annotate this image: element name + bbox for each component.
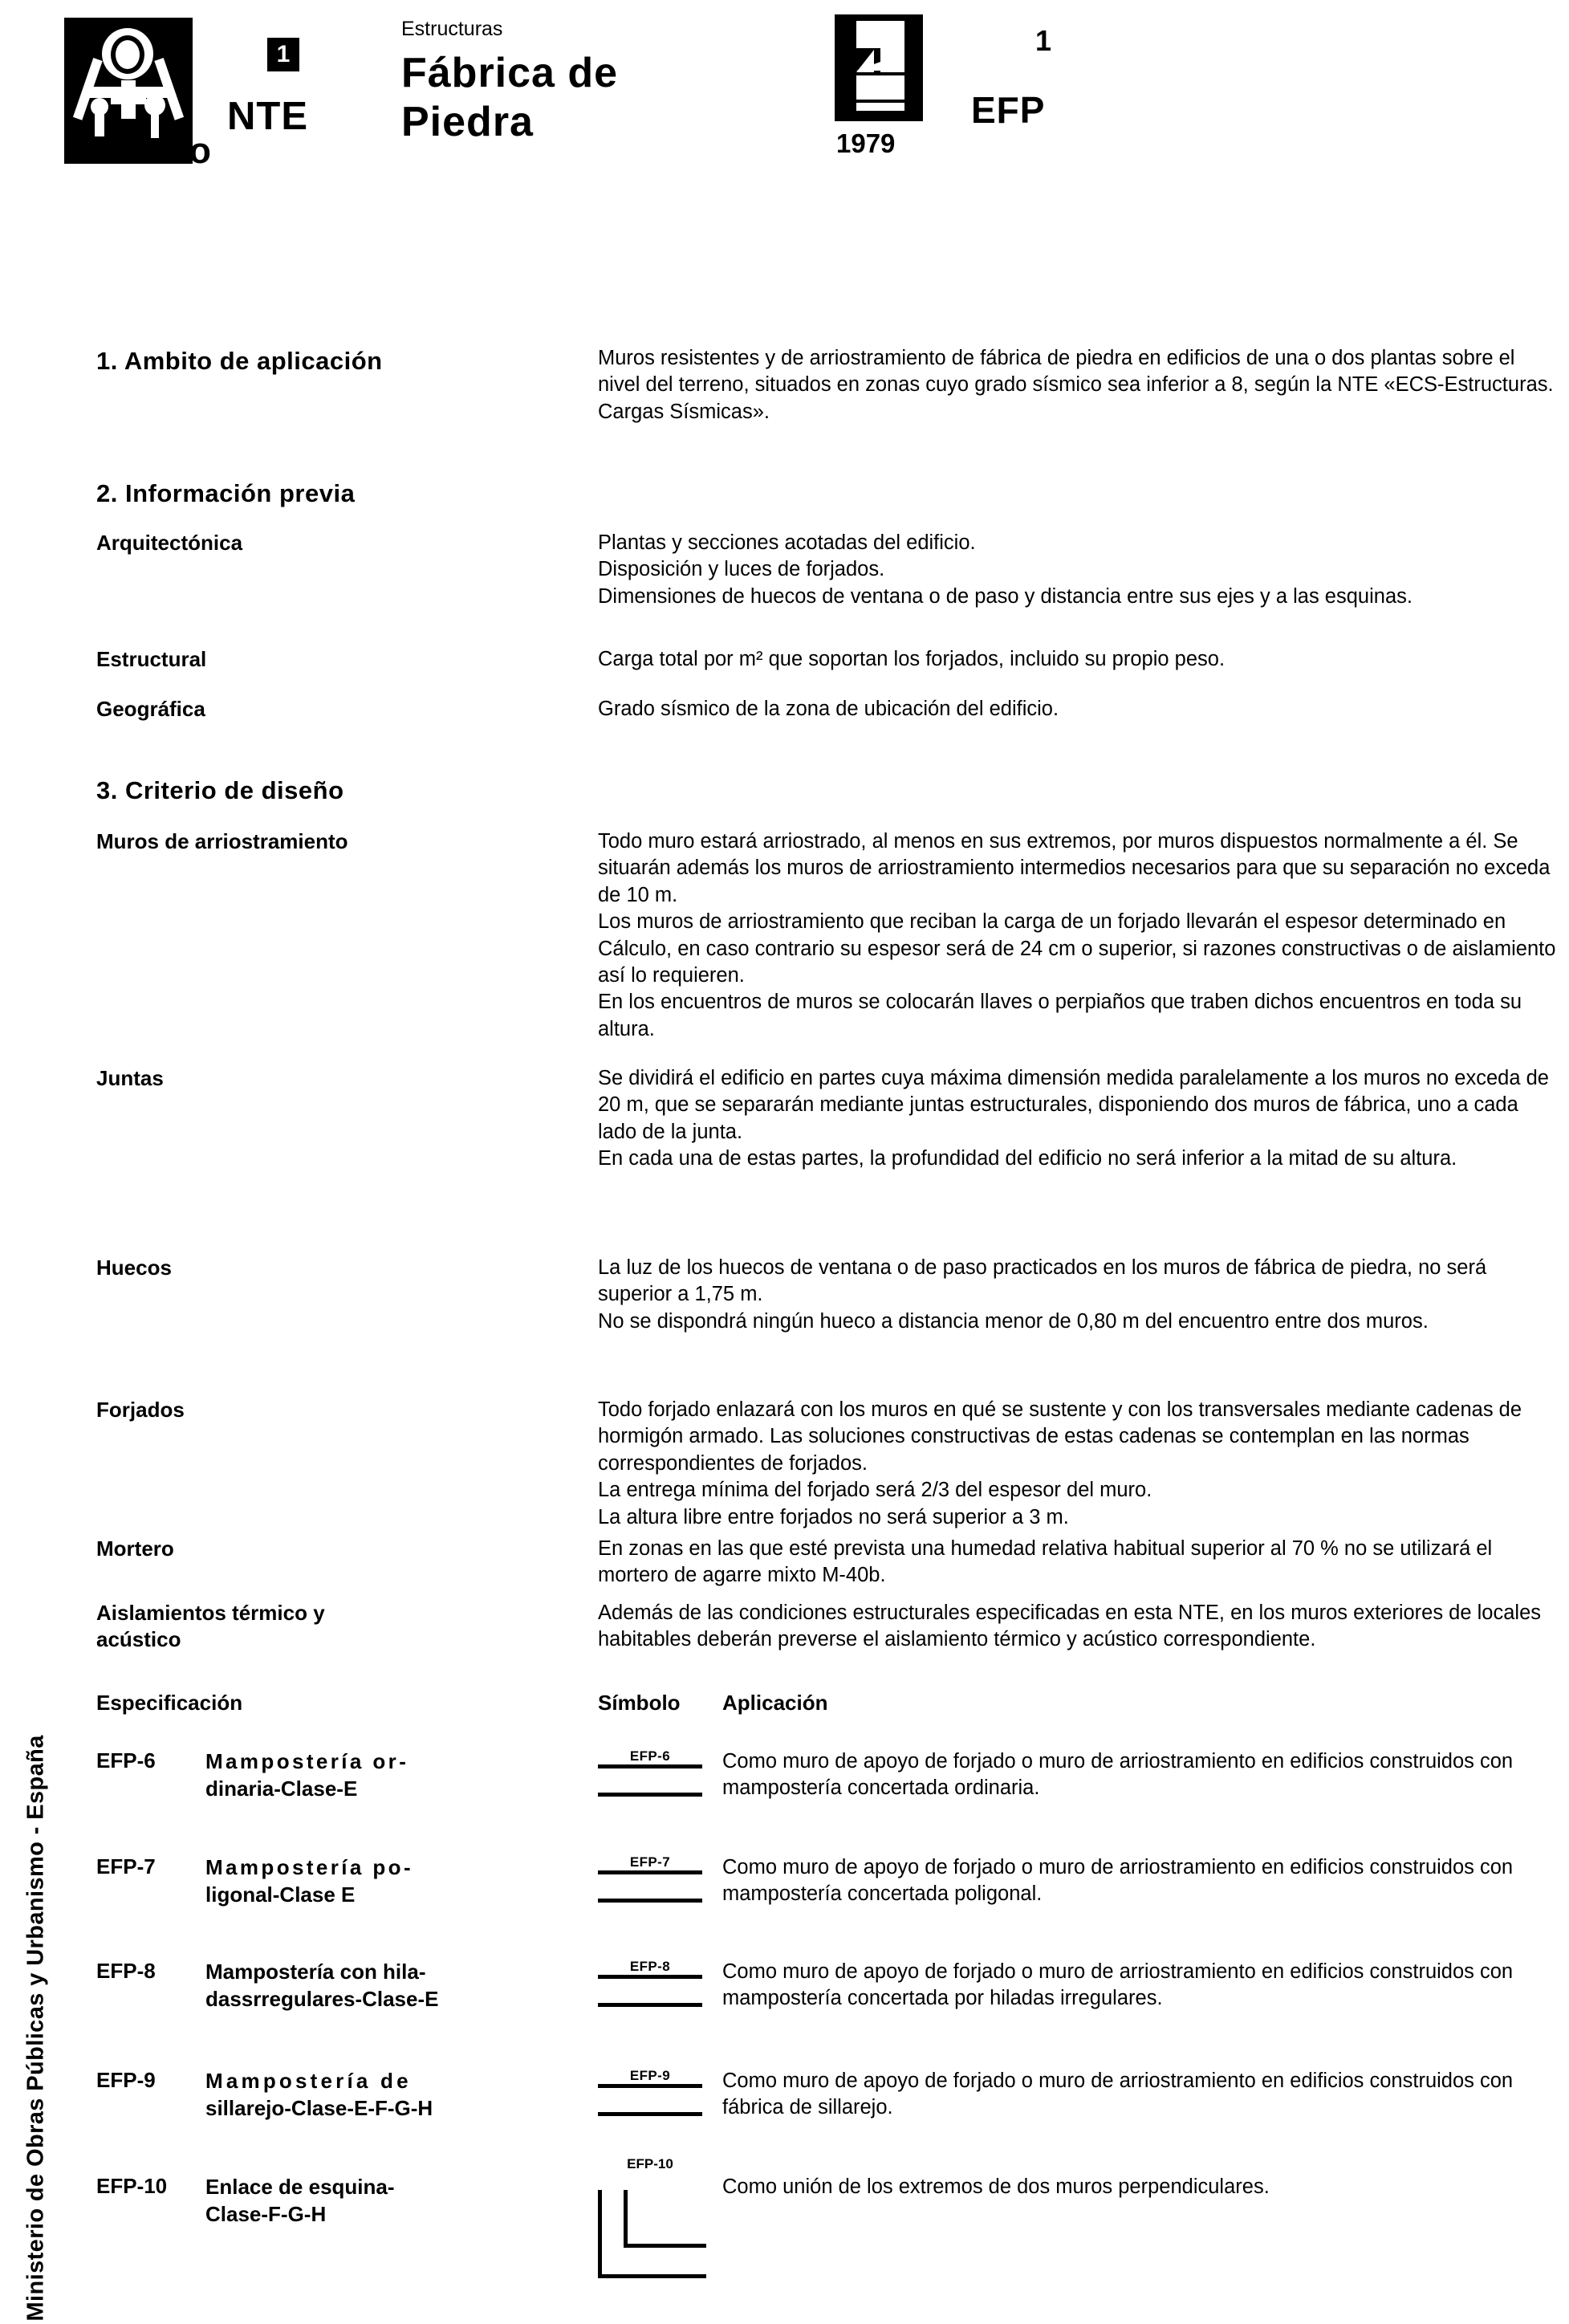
symbol-label: EFP-9	[629, 2068, 671, 2083]
symbol-label: EFP-6	[629, 1748, 671, 1764]
label-aislamientos	[96, 1600, 578, 1654]
nte-wordmark: NTE	[227, 95, 308, 138]
label-forjados: Forjados	[96, 1398, 185, 1422]
spec-application: Como unión de los extremos de dos muros perpendiculares.	[722, 2175, 1270, 2198]
text-forjados	[598, 1397, 1557, 1531]
spec-symbol-two-lines-icon	[598, 1854, 718, 1903]
muros-paragraph-1: Todo muro estará arriostrado, al menos en sus extremos, por muros dispuestos normalmente a él. Se situarán además los muros de arriostramiento intermedios necesarios para que su separación no exceda de 10 m.	[598, 830, 1551, 906]
spec-application: Como muro de apoyo de forjado o muro de arriostramiento en edificios construidos con mampostería concertada poligonal.	[722, 1856, 1514, 1906]
efp-identity-block	[835, 14, 1557, 199]
label-juntas: Juntas	[96, 1066, 164, 1090]
spec-name-line-1: Enlace de esquina-	[205, 2175, 395, 2199]
title-block	[401, 18, 819, 147]
symbol-label: EFP-7	[629, 1854, 671, 1870]
col-header-simbolo: Símbolo	[598, 1691, 681, 1715]
document-title	[401, 49, 819, 147]
spec-name-line-2: Clase-F-G-H	[205, 2201, 327, 2226]
text-geografica	[598, 696, 1557, 722]
corner-outer-horizontal	[598, 2274, 706, 2278]
document-title-line-1: Fábrica de	[401, 50, 619, 96]
spec-application: Como muro de apoyo de forjado o muro de arriostramiento en edificios construidos con fábrica de sillarejo.	[722, 2070, 1514, 2119]
corner-inner-horizontal	[624, 2244, 706, 2248]
symbol-line-bottom	[598, 1899, 702, 1903]
text-muros-arriostramiento	[598, 828, 1557, 1043]
norm-year: 1979	[836, 128, 896, 158]
spec-name-line-1: Mampostería or-	[205, 1749, 409, 1773]
symbol-line-bottom	[598, 1793, 702, 1797]
forjados-paragraph-1: Todo forjado enlazará con los muros en qué se sustente y con los transversales mediante cadenas de hormigón armado. Las soluciones constructivas de estas cadenas se contemplan en las normas correspondientes de forjados.	[598, 1398, 1522, 1475]
forjados-paragraph-3: La altura libre entre forjados no será superior a 3 m.	[598, 1505, 1069, 1528]
page-header	[0, 0, 1569, 297]
spec-name-line-2: sillarejo-Clase-E-F-G-H	[205, 2095, 433, 2120]
symbol-line-top	[598, 1764, 702, 1768]
symbol-line-bottom	[598, 2112, 702, 2116]
text-huecos	[598, 1255, 1557, 1335]
spec-name-line-2: dinaria-Clase-E	[205, 1776, 358, 1801]
spec-name	[205, 1854, 470, 1909]
juntas-paragraph-1: Se dividirá el edificio en partes cuya máxima dimensión medida paralelamente a los muros no exceda de 20 m, que se separarán mediante juntas estructurales, disponiendo dos muros de fábrica, uno a cada lado de la junta.	[598, 1067, 1549, 1143]
spec-name-line-1: Mampostería po-	[205, 1855, 414, 1879]
forjados-paragraph-2: La entrega mínima del forjado será 2/3 del espesor del muro.	[598, 1479, 1152, 1502]
aislamientos-paragraph: Además de las condiciones estructurales especificadas en esta NTE, en los muros exteriores de locales habitables deberán preverse el aislamiento térmico y acústico correspondiente.	[598, 1602, 1542, 1651]
spec-symbol-corner-icon	[598, 2156, 718, 2282]
muros-paragraph-3: En los encuentros de muros se colocarán llaves o perpiaños que traben dichos encuentros en toda su altura.	[598, 991, 1522, 1040]
ministry-label: Ministerio de Obras Públicas y Urbanismo - España	[22, 1735, 49, 2322]
spec-name	[205, 2174, 470, 2228]
spec-code: EFP-10	[96, 2174, 168, 2198]
page-number: 1	[1035, 24, 1052, 57]
geografica-paragraph: Grado sísmico de la zona de ubicación del edificio.	[598, 698, 1059, 720]
label-muros-arriostramiento: Muros de arriostramiento	[96, 829, 348, 853]
spec-name-line-1: Mampostería con hila-	[205, 1960, 426, 1984]
document-supertitle: Estructuras	[401, 18, 503, 40]
section-1-paragraph: Muros resistentes y de arriostramiento de fábrica de piedra en edificios de una o dos plantas sobre el nivel del terreno, situados en zonas cuyo grado sísmico sea inferior a 8, según la NTE «ECS-Estructuras. Cargas Sísmicas».	[598, 347, 1554, 423]
text-estructural	[598, 646, 1557, 673]
arquitectonica-line-2: Disposición y luces de forjados.	[598, 558, 885, 581]
spec-code: EFP-7	[96, 1854, 156, 1878]
symbol-line-bottom	[598, 2003, 702, 2007]
symbol-line-top	[598, 2084, 702, 2088]
nte-sheet-badge: 1	[267, 38, 299, 71]
spec-symbol-two-lines-icon	[598, 2068, 718, 2116]
col-header-especificacion: Especificación	[96, 1691, 243, 1715]
label-arquitectonica: Arquitectónica	[96, 531, 243, 555]
label-estructural: Estructural	[96, 647, 207, 671]
aislamientos-label-line-2: acústico	[96, 1627, 181, 1652]
estructural-paragraph: Carga total por m² que soportan los forjados, incluido su propio peso.	[598, 648, 1226, 670]
spec-code: EFP-9	[96, 2068, 156, 2092]
symbol-label: EFP-10	[627, 2156, 673, 2171]
spec-name-line-2: ligonal-Clase E	[205, 1882, 356, 1907]
section-3-heading: 3. Criterio de diseño	[96, 776, 344, 804]
aislamientos-label-line-1: Aislamientos térmico y	[96, 1601, 325, 1625]
section-1-heading: 1. Ambito de aplicación	[96, 347, 383, 375]
text-aislamientos	[598, 1600, 1557, 1654]
huecos-paragraph-2: No se dispondrá ningún hueco a distancia menor de 0,80 m del encuentro entre dos muros.	[598, 1309, 1429, 1333]
document-title-line-2: Piedra	[401, 98, 534, 145]
symbol-line-top	[598, 1870, 702, 1874]
corner-inner-vertical	[624, 2190, 628, 2248]
section-1-text	[598, 345, 1557, 425]
spec-name-line-2: dassrregulares-Clase-E	[205, 1986, 439, 2011]
norm-code: EFP	[971, 89, 1046, 131]
label-mortero: Mortero	[96, 1536, 174, 1561]
muros-paragraph-2: Los muros de arriostramiento que reciban la carga de un forjado llevarán el espesor determinado en Cálculo, en caso contrario su espesor será de 24 cm o superior, si razones constructivas o de aislamiento así lo requieren.	[598, 910, 1556, 987]
section-2-heading: 2. Información previa	[96, 479, 356, 507]
spec-name	[205, 1748, 470, 1803]
spec-code: EFP-8	[96, 1959, 156, 1983]
juntas-paragraph-2: En cada una de estas partes, la profundidad del edificio no será inferior a la mitad de su altura.	[598, 1147, 1457, 1170]
text-juntas	[598, 1065, 1557, 1173]
spec-name	[205, 1959, 470, 2013]
spec-code: EFP-6	[96, 1748, 156, 1773]
mortero-paragraph: En zonas en las que esté prevista una humedad relativa habitual superior al 70 % no se utilizará el mortero de agarre mixto M-40b.	[598, 1537, 1493, 1587]
corner-outer-vertical	[598, 2190, 602, 2278]
huecos-paragraph-1: La luz de los huecos de ventana o de paso practicados en los muros de fábrica de piedra, no será superior a 1,75 m.	[598, 1256, 1487, 1306]
ministry-sidebar	[0, 1357, 56, 2320]
arquitectonica-line-3: Dimensiones de huecos de ventana o de paso y distancia entre sus ejes y a las esquinas.	[598, 584, 1413, 608]
spec-name	[205, 2068, 470, 2123]
label-geografica: Geográfica	[96, 697, 205, 721]
stone-masonry-icon	[835, 14, 923, 121]
label-huecos: Huecos	[96, 1256, 172, 1280]
spec-application: Como muro de apoyo de forjado o muro de arriostramiento en edificios construidos con mampostería concertada ordinaria.	[722, 1750, 1514, 1800]
spec-symbol-two-lines-icon	[598, 1748, 718, 1797]
spec-application: Como muro de apoyo de forjado o muro de arriostramiento en edificios construidos con mampostería concertada por hiladas irregulares.	[722, 1960, 1514, 2010]
text-mortero	[598, 1536, 1557, 1589]
spec-symbol-two-lines-icon	[598, 1959, 718, 2007]
diseno-label: Diseño	[91, 130, 212, 171]
symbol-label: EFP-8	[629, 1959, 671, 1974]
arquitectonica-line-1: Plantas y secciones acotadas del edificio.	[598, 531, 976, 554]
col-header-aplicacion: Aplicación	[722, 1691, 828, 1715]
symbol-line-top	[598, 1975, 702, 1979]
text-arquitectonica	[598, 530, 1557, 610]
spec-name-line-1: Mampostería de	[205, 2069, 412, 2093]
